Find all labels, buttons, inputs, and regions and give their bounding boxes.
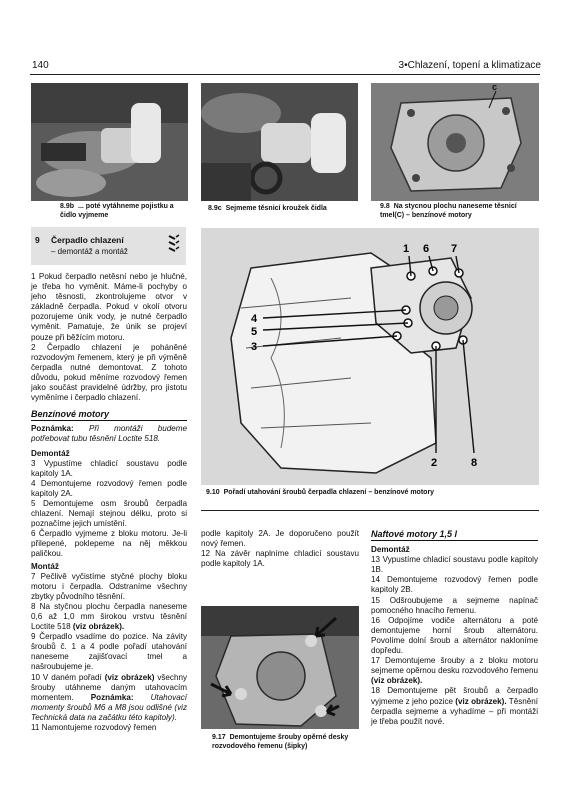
caption-number: 8.9b	[60, 203, 75, 210]
column-2	[201, 529, 359, 569]
caption-text: Pořadí utahování šroubů čerpadla chlazení – benzínové motory	[223, 489, 435, 496]
diagram-label-7: 7	[451, 243, 458, 255]
diagram-label-8: 8	[471, 457, 478, 469]
paragraph-15: 15 Odšroubujeme a sejmeme napínač pomocného hnacího řemenu.	[371, 595, 538, 615]
caption-number: 9.10	[206, 489, 220, 496]
paragraph-14: 14 Demontujeme rozvodový řemen podle kapitoly 2B.	[371, 575, 538, 595]
paragraph-9: 9 Čerpadlo vsadíme do pozice. Na závity šroubů č. 1 a 4 podle pořadí utahování naneseme zajišťovací tmel a našroubujeme je.	[31, 632, 187, 672]
caption-number: 8.9c	[208, 205, 222, 212]
chapter-title: 3•Chlazení, topení a klimatizace	[398, 60, 541, 71]
wrench-rating-icon	[167, 233, 181, 262]
caption-8-9c	[208, 205, 368, 214]
diagram-rule	[201, 510, 539, 511]
paragraph-10-note: Utahovací momenty šroubů M6 a M8 jsou odlišné (viz Technická data na začátku této kapitoly).	[31, 692, 188, 722]
caption-9-10	[206, 489, 536, 498]
label-c: c	[492, 82, 498, 92]
paragraph-13: 13 Vypustíme chladicí soustavu podle kapitoly 1B.	[371, 555, 538, 575]
column-3	[371, 529, 538, 727]
paragraph-11: 11 Namontujeme rozvodový řemen	[31, 723, 157, 733]
paragraph-10-ref: (viz obrázek)	[104, 672, 155, 682]
section-title: Čerpadlo chlazení	[51, 235, 124, 245]
paragraph-10: 10 V daném pořadí	[31, 672, 102, 682]
diagram-label-6: 6	[423, 243, 430, 255]
caption-9-17	[212, 734, 362, 751]
section-number: 9	[35, 235, 40, 245]
section-header-box	[31, 227, 186, 265]
photo-9-17	[201, 606, 359, 729]
paragraph-10-note-label: Poznámka:	[90, 692, 134, 702]
paragraph-6: 6 Čerpadlo vyjmeme z bloku motoru. Je-li přilepené, poklepeme na něj měkkou paličkou.	[31, 529, 187, 559]
diagram-label-4: 4	[251, 313, 258, 325]
benzine-heading: Benzínové motory	[31, 409, 187, 421]
caption-9-8	[380, 203, 538, 220]
paragraph-17: 17 Demontujeme šrouby a z bloku motoru sejmeme opěrnou desku rozvodového řemenu	[371, 656, 538, 676]
diagram-label-5: 5	[251, 326, 258, 338]
paragraph-10-cont: všechny šrouby utáhneme daným utahovacím momentem.	[31, 672, 188, 702]
caption-number: 9.17	[212, 734, 226, 741]
caption-text: Na stycnou plochu naneseme těsnicí tmel(C) – benzínové motory	[380, 203, 517, 219]
photo-9-8	[371, 83, 539, 201]
column-1	[31, 272, 187, 733]
note-text: Při montáži budeme potřebovat tubu těsnění Loctite 518.	[31, 424, 187, 444]
paragraph-18-cont: Těsnění čerpadla sejmeme a vyhadíme – při montáži je třeba použít nové.	[371, 696, 539, 726]
paragraph-18-ref: (viz obrázek).	[455, 696, 507, 706]
paragraph-16: 16 Odpojíme vodiče alternátoru a poté demontujeme horní šroub alternátoru. Povolíme dolní šroub a alternátor nakloníme dopředu.	[371, 615, 538, 656]
paragraph-2: 2 Čerpadlo chlazení je poháněné rozvodovým řemenem, který je při výměně čerpadla nutné demontovat. Z tohoto důvodu, pokud měníme rozvodový řemen jako součást pravidelné údržby, pro jistotu vyměníme i čerpadlo chlazení.	[31, 342, 187, 403]
diesel-heading: Naftové motory 1,5 l	[371, 529, 538, 541]
paragraph-17-ref: (viz obrázek).	[371, 676, 423, 686]
paragraph-18: 18 Demontujeme pět šroubů a čerpadlo vyjmeme z jeho pozice	[371, 686, 538, 706]
paragraph-4: 4 Demontujeme rozvodový řemen podle kapitoly 2A.	[31, 478, 187, 498]
note-label: Poznámka:	[31, 424, 74, 434]
diagram-9-10	[201, 228, 539, 485]
photo-8-9c	[201, 83, 358, 201]
diagram-label-1: 1	[403, 243, 410, 255]
paragraph-5: 5 Demontujeme osm šroubů čerpadla chlazení. Nemají stejnou délku, proto si poznačíme jejich umístění.	[31, 498, 187, 529]
paragraph-8: 8 Na styčnou plochu čerpadla naneseme 0,6 až 1,0 mm širokou vrstvu těsnění Loctite 518	[31, 601, 187, 632]
diagram-label-3: 3	[251, 341, 258, 353]
demontaz-heading: Demontáž	[31, 448, 70, 458]
header-rule	[30, 74, 540, 75]
paragraph-12: 12 Na závěr naplníme chladicí soustavu podle kapitoly 1A.	[201, 549, 359, 569]
paragraph-3: 3 Vypustíme chladicí soustavu podle kapitoly 1A.	[31, 458, 187, 478]
caption-text: Sejmeme těsnicí kroužek čidla	[225, 205, 327, 212]
montaz-heading: Montáž	[31, 561, 59, 571]
paragraph-11-cont: podle kapitoly 2A. Je doporučeno použít nový řemen.	[201, 529, 359, 549]
caption-8-9b	[60, 203, 180, 220]
paragraph-7: 7 Pečlivě vyčistíme styčné plochy bloku motoru i čerpadla. Odstraníme všechny zbytky původního těsnění.	[31, 571, 187, 601]
paragraph-1: 1 Pokud čerpadlo netěsní nebo je hlučné, je třeba ho vyměnit. Máme-li pochyby o jeho těsnosti, zkontrolujeme otvor v základně čerpadla. Pokud v okolí otvoru pozorujeme únik vody, je nutné čerpadlo vyměnit. Pamatuje, že únik se projeví pouze při běžícím motoru.	[31, 272, 187, 342]
demontaz-heading-2: Demontáž	[371, 545, 410, 555]
page-number: 140	[32, 60, 49, 71]
section-subtitle: – demontáž a montáž	[51, 247, 128, 256]
paragraph-8-ref: (viz obrázek).	[72, 622, 125, 632]
photo-8-9b	[31, 83, 188, 201]
caption-text: ... poté vytáhneme pojistku a čidlo vyjmeme	[60, 203, 174, 219]
diagram-label-2: 2	[431, 457, 438, 469]
caption-text: Demontujeme šrouby opěrné desky rozvodového řemenu (šipky)	[212, 734, 349, 750]
caption-number: 9.8	[380, 203, 390, 210]
